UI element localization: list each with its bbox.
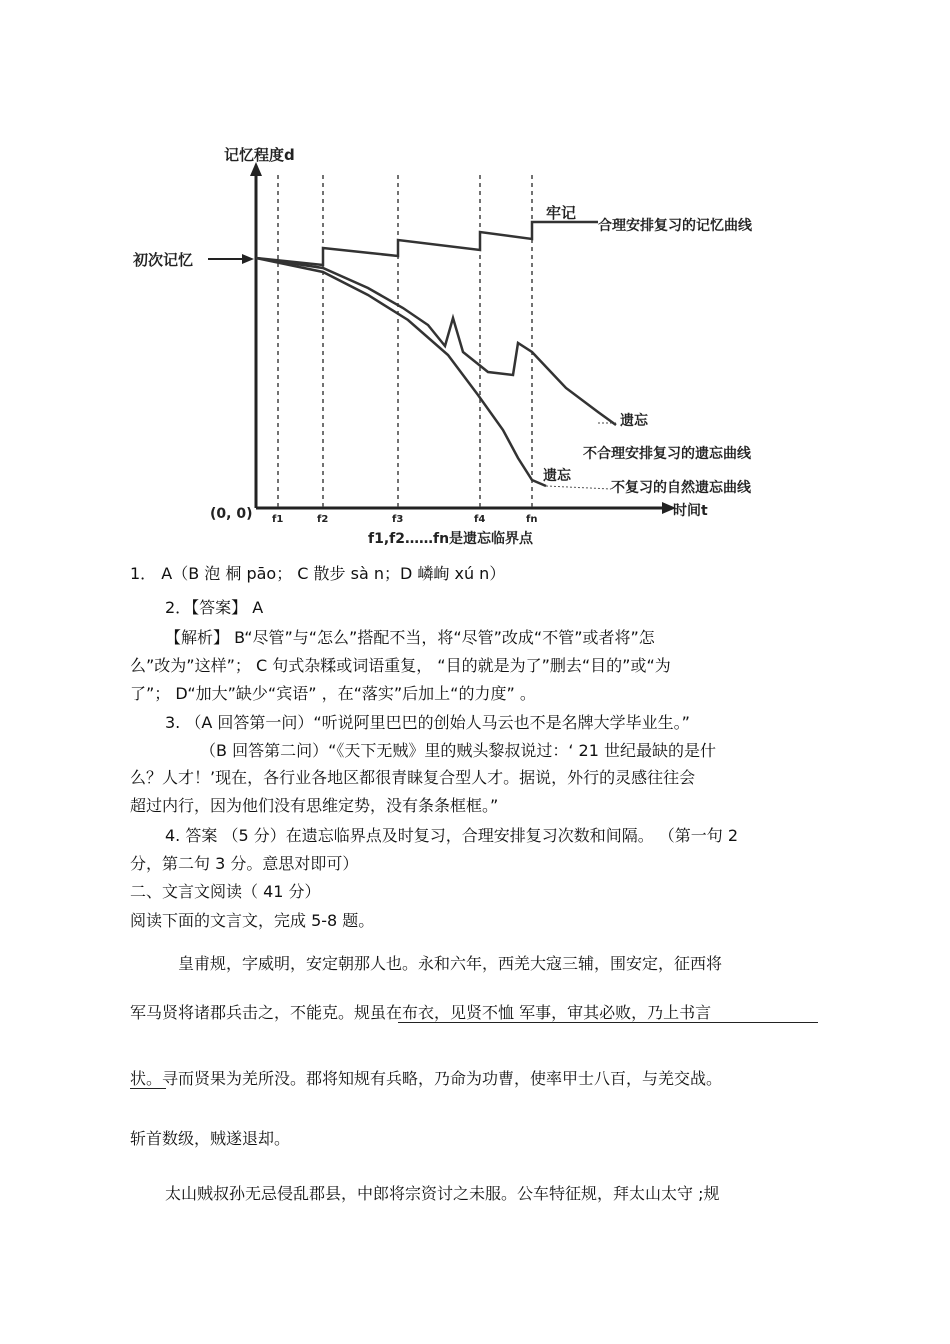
answer-2-analysis-3: 了”； D“加大”缺少“宾语” ，在“落实”后加上“的力度” 。	[130, 684, 536, 703]
tick-label-f1: f1	[272, 514, 284, 525]
initial-memory-arrowhead	[242, 254, 254, 264]
passage-line-2: 军马贤将诸郡兵击之，不能克。规虽在布衣，见贤不恤 军事，审其必败，乃上书言	[130, 1003, 712, 1022]
answer-2-analysis-2: 么”改为”这样”； C 句式杂糅或词语重复， “目的就是为了”删去“目的”或“为	[130, 656, 671, 675]
answer-3-b-3: 超过内行，因为他们没有思维定势，没有条条框框。”	[130, 796, 499, 815]
critical-points-caption: f1,f2……fn是遗忘临界点	[368, 531, 534, 547]
tick-label-fn: fn	[526, 514, 538, 525]
underline-1	[398, 1022, 818, 1023]
underline-2	[130, 1088, 166, 1089]
answer-3-b-2: 么？人才！’现在，各行业各地区都很青睐复合型人才。据说，外行的灵感往往会	[130, 768, 696, 787]
natural-forgetting-curve	[256, 258, 546, 486]
tick-label-f2: f2	[317, 514, 329, 525]
section-2-instruction: 阅读下面的文言文，完成 5-8 题。	[130, 911, 375, 930]
unreasonable-review-curve	[256, 258, 616, 425]
answer-1: 1． A（B 泡 桐 pāo； C 散步 sà n；D 嶙峋 xú n）	[130, 564, 506, 583]
critical-point-lines	[278, 175, 532, 508]
memory-curve-figure	[128, 140, 828, 550]
answer-3-b-1: （B 回答第二问）“《天下无贼》里的贼头黎叔说过：‘ 21 世纪最缺的是什	[200, 741, 716, 760]
origin-label: (0, 0)	[210, 506, 253, 522]
passage-line-5: 太山贼叔孙无忌侵乱郡县，中郎将宗资讨之未服。公车特征规，拜太山太守 ;规	[165, 1184, 720, 1203]
review-memory-curve	[256, 222, 598, 265]
section-2-heading: 二、文言文阅读（ 41 分）	[130, 882, 321, 901]
forget-label-2: 遗忘	[543, 468, 571, 484]
forget-label-1: 遗忘	[620, 413, 648, 429]
natural-curve-label: 不复习的自然遗忘曲线	[611, 480, 751, 496]
answer-2-analysis-1: 【解析】 B“尽管”与“怎么”搭配不当，将“尽管”改成“不管”或者将”怎	[165, 628, 655, 647]
passage-line-4: 斩首数级，贼遂退却。	[130, 1129, 291, 1148]
tick-label-f3: f3	[392, 514, 404, 525]
answer-4-2: 分，第二句 3 分。意思对即可）	[130, 854, 359, 873]
passage-line-1: 皇甫规，字威明，安定朝那人也。永和六年，西羌大寇三辅，围安定，征西将	[178, 954, 723, 973]
review-curve-label: 合理安排复习的记忆曲线	[598, 218, 752, 234]
firm-memory-label: 牢记	[546, 204, 577, 222]
tick-label-f4: f4	[474, 514, 486, 525]
natural-curve-leader	[546, 486, 611, 489]
initial-memory-label: 初次记忆	[133, 251, 194, 269]
answer-2-heading: 2．【答案】 A	[165, 598, 264, 617]
answer-3-a: 3. （A 回答第一问）“听说阿里巴巴的创始人马云也不是名牌大学毕业生。”	[165, 713, 690, 732]
answer-4-1: 4. 答案 （5 分）在遗忘临界点及时复习，合理安排复习次数和间隔。 （第一句 2	[165, 826, 739, 845]
passage-line-3: 状。寻而贤果为羌所没。郡将知规有兵略，乃命为功曹，使率甲士八百，与羌交战。	[130, 1069, 723, 1088]
y-axis-arrow	[250, 162, 262, 176]
y-axis-label: 记忆程度d	[224, 146, 295, 164]
unreasonable-curve-label: 不合理安排复习的遗忘曲线	[583, 446, 751, 462]
x-axis-label: 时间t	[673, 503, 708, 519]
